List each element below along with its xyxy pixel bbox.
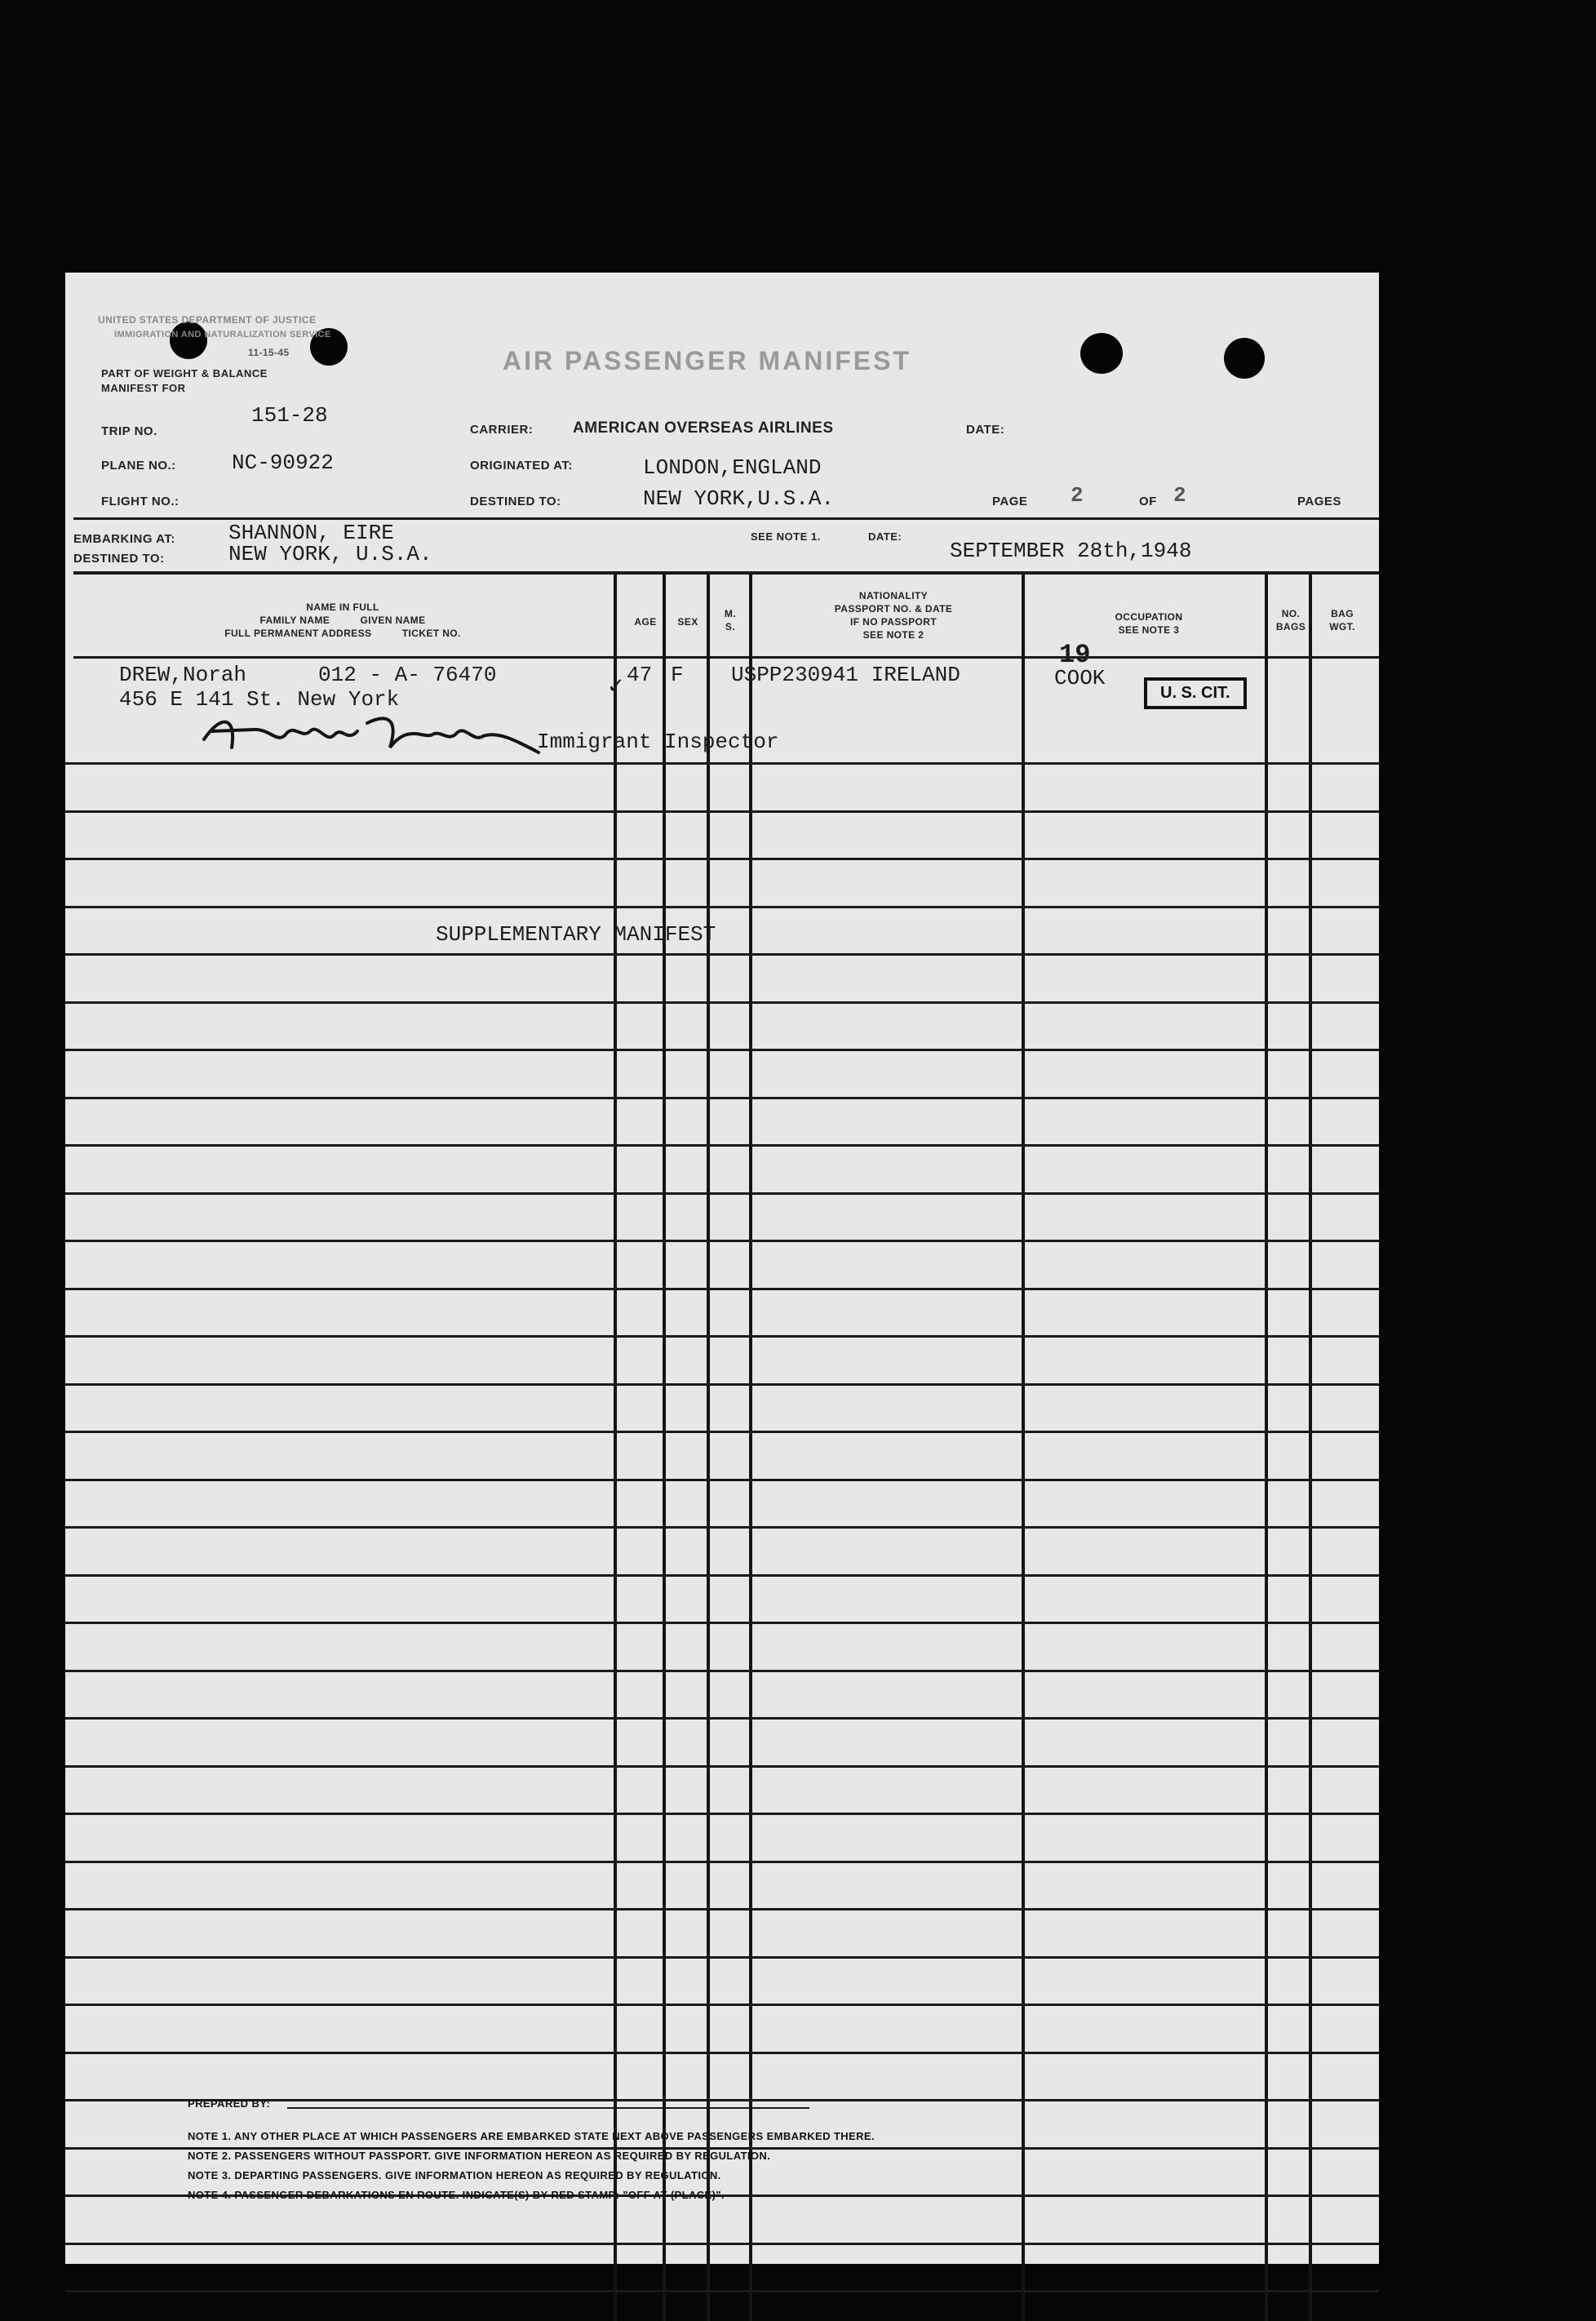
passenger-address: 456 E 141 St. New York (119, 687, 400, 712)
of-value: 2 (1173, 483, 1186, 508)
form-rule (65, 1765, 1379, 1768)
column-line (663, 575, 666, 2321)
form-rule (65, 1335, 1379, 1338)
form-rule (65, 1622, 1379, 1624)
embarking-value: SHANNON, EIRE (228, 521, 394, 545)
embark-destined-value: NEW YORK, U.S.A. (228, 542, 432, 566)
form-rule (65, 1717, 1379, 1720)
note-2: NOTE 2. PASSENGERS WITHOUT PASSPORT. GIVE INFORMATION HEREON AS REQUIRED BY REGULATION. (188, 2150, 771, 2162)
form-rule (65, 2004, 1379, 2006)
col-header-age: AGE (634, 616, 657, 628)
page-value: 2 (1071, 483, 1084, 508)
note1-label: SEE NOTE 1. (751, 530, 821, 543)
form-rule (65, 2290, 1379, 2292)
destined-label: DESTINED TO: (470, 495, 561, 508)
form-rule (65, 1001, 1379, 1004)
manifest-document (65, 273, 1379, 2264)
form-rule (65, 2052, 1379, 2054)
passenger-number: 19 (1059, 640, 1091, 670)
form-rule (65, 1144, 1379, 1147)
form-rule (65, 1574, 1379, 1577)
passenger-age: 47 (627, 663, 653, 687)
agency-line: UNITED STATES DEPARTMENT OF JUSTICE (98, 314, 317, 326)
form-rule (65, 1479, 1379, 1481)
passenger-name: DREW,Norah (119, 663, 247, 687)
note-1: NOTE 1. ANY OTHER PLACE AT WHICH PASSENGERS ARE EMBARKED STATE NEXT ABOVE PASSENGERS EMBARKED THERE. (188, 2130, 875, 2142)
passenger-occupation: COOK (1054, 666, 1106, 690)
supplementary-label: SUPPLEMENTARY MANIFEST (436, 922, 716, 947)
originated-label: ORIGINATED AT: (470, 459, 573, 473)
punch-hole (1224, 338, 1265, 379)
divider (73, 571, 1379, 575)
column-line (614, 575, 617, 2321)
flight-label: FLIGHT NO.: (101, 495, 180, 508)
form-rule (65, 810, 1379, 813)
agency-line: IMMIGRATION AND NATURALIZATION SERVICE (114, 330, 331, 339)
plane-label: PLANE NO.: (101, 459, 176, 473)
form-rule (65, 1956, 1379, 1959)
passenger-passport: USPP230941 IRELAND (731, 663, 960, 687)
embark-date-label: DATE: (868, 530, 902, 543)
agency-line: 11-15-45 (248, 347, 290, 358)
us-citizen-stamp: U. S. CIT. (1144, 677, 1247, 709)
form-rule (65, 1670, 1379, 1672)
page-label: PAGE (992, 495, 1028, 508)
divider (73, 517, 1379, 520)
punch-hole (1080, 333, 1123, 374)
of-label: OF (1139, 495, 1157, 508)
form-rule (65, 1813, 1379, 1815)
checkmark: ✓ (607, 675, 625, 699)
form-rule (65, 1526, 1379, 1529)
destined-value: NEW YORK,U.S.A. (643, 486, 835, 511)
inspector-label: Immigrant Inspector (537, 730, 779, 754)
trip-value: 151-28 (251, 403, 328, 428)
col-header-name: NAME IN FULL FAMILY NAME GIVEN NAME FULL PERMANENT ADDRESS TICKET NO. (224, 601, 461, 639)
carrier-value: AMERICAN OVERSEAS AIRLINES (573, 419, 834, 437)
form-rule (65, 1240, 1379, 1242)
form-rule (65, 1908, 1379, 1910)
col-header-ms: M. S. (724, 608, 737, 632)
column-line (1265, 575, 1268, 2321)
col-header-sex: SEX (677, 616, 698, 628)
form-rule (65, 953, 1379, 956)
date-label: DATE: (966, 423, 1005, 437)
trip-label: TRIP NO. (101, 424, 157, 438)
embark-date-value: SEPTEMBER 28th,1948 (950, 539, 1192, 563)
column-line (707, 575, 710, 2321)
form-rule (65, 1861, 1379, 1863)
note-3: NOTE 3. DEPARTING PASSENGERS. GIVE INFORMATION HEREON AS REQUIRED BY REGULATION. (188, 2169, 721, 2181)
part-of-label: PART OF WEIGHT & BALANCE (101, 367, 268, 379)
prepared-by-label: PREPARED BY: (188, 2097, 271, 2110)
plane-value: NC-90922 (232, 450, 334, 475)
form-rule (65, 1383, 1379, 1386)
form-rule (65, 1288, 1379, 1290)
form-rule (65, 1192, 1379, 1195)
column-line (1022, 575, 1025, 2321)
col-header-occupation: OCCUPATION SEE NOTE 3 (1115, 611, 1183, 636)
note-4: NOTE 4. PASSENGER DEBARKATIONS EN ROUTE. INDICATE(S) BY RED STAMP: "OFF AT (PLACE)". (188, 2189, 725, 2201)
embark-destined-label: DESTINED TO: (73, 552, 165, 566)
form-rule (65, 1431, 1379, 1433)
form-rule (65, 858, 1379, 860)
embarking-label: EMBARKING AT: (73, 532, 175, 546)
pages-label: PAGES (1297, 495, 1341, 508)
manifest-for-label: MANIFEST FOR (101, 382, 186, 394)
carrier-label: CARRIER: (470, 423, 534, 437)
column-line (1309, 575, 1312, 2321)
form-rule (65, 2243, 1379, 2245)
inspector-signature (196, 707, 555, 769)
col-header-bag-weight: BAG WGT. (1329, 608, 1355, 632)
form-rule (65, 1049, 1379, 1051)
passenger-sex: F (671, 663, 684, 687)
header-rule (73, 656, 1379, 659)
prepared-by-line (287, 2107, 809, 2109)
col-header-nationality: NATIONALITY PASSPORT NO. & DATE IF NO PASSPORT SEE NOTE 2 (834, 590, 953, 641)
originated-value: LONDON,ENGLAND (643, 455, 822, 480)
page-title: AIR PASSENGER MANIFEST (503, 346, 911, 375)
passenger-ticket: 012 - A- 76470 (318, 663, 497, 687)
column-line (749, 575, 752, 2321)
form-rule (65, 906, 1379, 908)
col-header-bags: NO. BAGS (1275, 608, 1306, 632)
form-rule (65, 1097, 1379, 1099)
